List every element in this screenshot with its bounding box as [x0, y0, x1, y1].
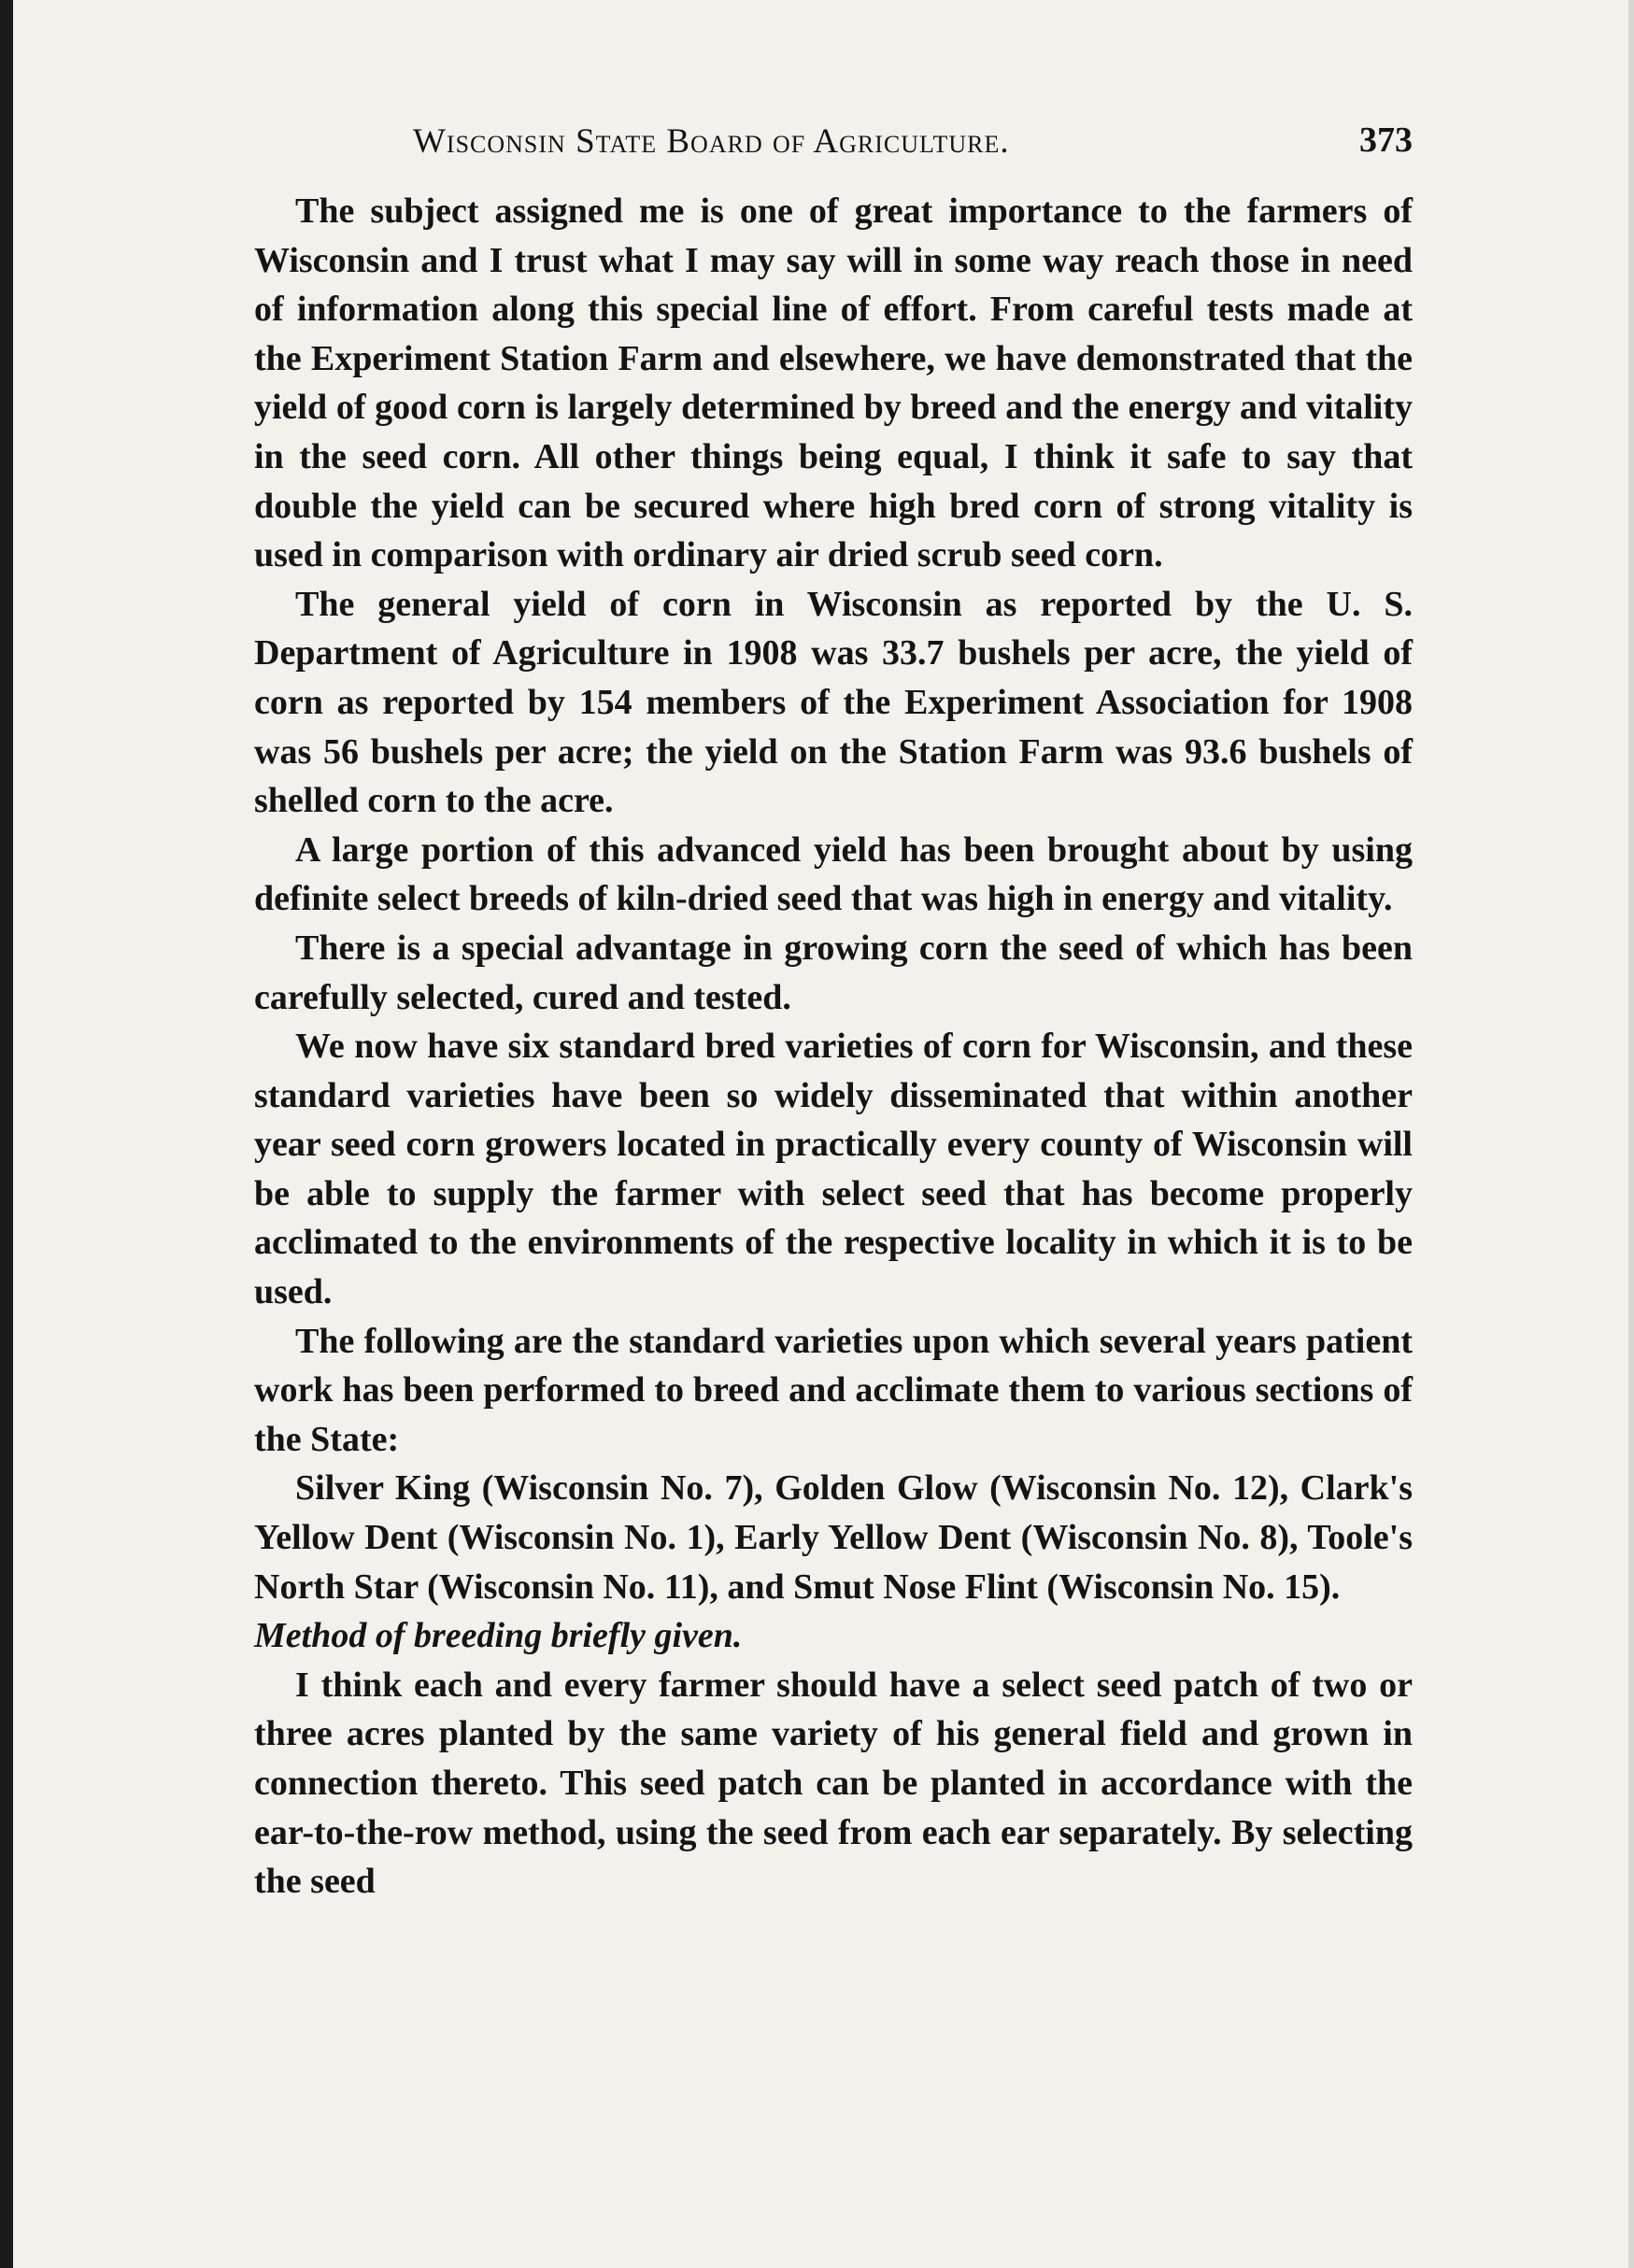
- book-page: [254, 112, 1413, 2242]
- paragraph-2: The general yield of corn in Wisconsin as reported by the U. S. Department of Agriculture in 1908 was 33.7 bushels per acre, the yield of corn as reported by 154 members of the Experiment Association for 1908 was 56 bushels per acre; the yield on the Station Farm was 93.6 bushels of shelled corn to the acre.: [254, 584, 1413, 821]
- body-text: [254, 187, 1413, 1907]
- paragraph-5: We now have six standard bred varieties of corn for Wisconsin, and these standard varieties have been so widely disseminated that within another year seed corn growers located in practically every county of Wisconsin will be able to supply the farmer with select seed that has become properly acclimated to the environments of the respective locality in which it is to be used.: [254, 1027, 1413, 1312]
- scan-right-edge: [1628, 0, 1634, 2268]
- paragraph-3: A large portion of this advanced yield has been brought about by using definite select breeds of kiln-dried seed that was high in energy and vitality.: [254, 829, 1413, 919]
- paragraph-4: There is a special advantage in growing corn the seed of which has been carefully selected, cured and tested.: [254, 928, 1413, 1017]
- running-header: [254, 112, 1413, 187]
- section-subheading: Method of breeding briefly given.: [254, 1616, 743, 1656]
- paragraph-8: I think each and every farmer should have a select seed patch of two or three acres planted by the same variety of his general field and grown in connection thereto. This seed patch can be planted in accordance with the ear-to-the-row method, using the seed from each ear separately. By selecting the seed: [254, 1665, 1413, 1902]
- paragraph-7: Silver King (Wisconsin No. 7), Golden Glow (Wisconsin No. 12), Clark's Yellow Dent (Wisconsin No. 1), Early Yellow Dent (Wisconsin No. 8), Toole's North Star (Wisconsin No. 11), and Smut Nose Flint (Wisconsin No. 15).: [254, 1468, 1413, 1607]
- paragraph-6: The following are the standard varieties upon which several years patient work has been performed to breed and acclimate them to various sections of the State:: [254, 1321, 1413, 1459]
- paragraph-1: The subject assigned me is one of great importance to the farmers of Wisconsin and I trust what I may say will in some way reach those in need of information along this special line of effort. From careful tests made at the Experiment Station Farm and elsewhere, we have demonstrated that the yield of good corn is largely determined by breed and the energy and vitality in the seed corn. All other things being equal, I think it safe to say that double the yield can be secured where high bred corn of strong vitality is used in comparison with ordinary air dried scrub seed corn.: [254, 191, 1413, 575]
- scan-binding-edge: [0, 0, 13, 2268]
- running-title: Wisconsin State Board of Agriculture.: [413, 122, 1010, 161]
- page-number: 373: [1359, 120, 1413, 160]
